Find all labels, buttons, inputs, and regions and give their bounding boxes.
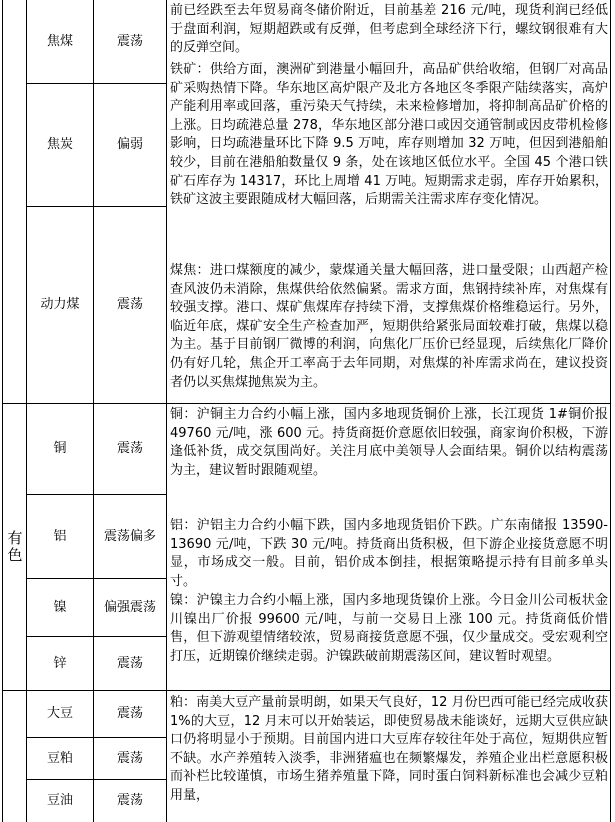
item-name (27, 579, 93, 636)
item-name-text: 豆粕 (46, 750, 73, 766)
item-name (27, 404, 93, 494)
item-name (27, 691, 93, 737)
item-outlook-text: 震荡 (116, 750, 143, 766)
item-name-text: 大豆 (46, 706, 73, 721)
commentary-paragraph: 前已经跌至去年贸易商冬储价附近，目前基差 216 元/吨，现货利润已经低于盘面利润，短期超跌或有反弹，但考虑到全球经济下行，螺纹钢很难有大的反弹空间。 (170, 3, 608, 56)
item-outlook-text: 震荡 (116, 33, 143, 49)
item-name-text: 铜 (53, 441, 67, 456)
item-outlook (94, 691, 166, 737)
item-name (27, 780, 93, 822)
item-outlook-text: 震荡 (116, 655, 143, 671)
table-border-right (610, 0, 611, 822)
item-outlook-text: 偏弱 (116, 137, 143, 152)
commentary-paragraph: 铁矿：供给方面，澳洲矿到港量小幅回升，高品矿供给收缩，但钢厂对高品矿采购热情下降。华东地区高炉限产及北方各地区冬季限产陆续落实，高炉产能利用率或回落，重污染天气持续，未来检修增加，将抑制高品矿价格的上涨。日均疏港总量 278，华东地区部分港口或因交通管制或因皮带机检修影响，日均疏港量环比下降 9.5 万吨，库存则增加 32 万吨，但因到港船舶较少，目前在港船舶数量仅 9 条，处在该地区低位水平。全国 45 个港口铁矿石库存为 14317，环比上周增 41 万吨。短期需求走弱，库存开始累积，铁矿这波主要跟随成材大幅回落，后期需关注需求库存变化情况。 (170, 62, 608, 208)
item-outlook-text: 震荡偏多 (103, 528, 156, 544)
commentary-paragraph: 粕：南美大豆产量前景明朗，如果天气良好，12 月份巴西可能已经完成收获 1%的大豆，12 月末可以开始装运，即使贸易战未能谈好，远期大豆供应缺口仍将明显小于预期。目前国内进口大豆库存较往年处于高位，短期供应暂不缺。水产养殖转入淡季，非洲猪瘟也在频繁爆发，养殖企业出栏意愿积极而补栏比较谨慎，市场生猪养殖量下降，同时蛋白饲料新标准也会减少豆粕用量， (170, 695, 608, 803)
category-label (3, 404, 26, 690)
table-col-line-3 (166, 0, 167, 822)
item-outlook-text: 偏强震荡 (103, 599, 156, 615)
item-outlook (94, 207, 166, 403)
item-outlook (94, 404, 166, 494)
item-outlook-text: 震荡 (116, 441, 143, 456)
item-name (27, 207, 93, 403)
item-outlook (94, 0, 166, 83)
item-name (27, 495, 93, 578)
item-name (27, 0, 93, 83)
commentary-paragraph: 镍：沪镍主力合约小幅上涨，国内多地现货镍价上涨。今日金川公司板状金川镍出厂价报 99600 元/吨，与前一交易日上涨 100 元。持货商低价惜售，但下游观望情绪较浓，贸易商接货意愿不强，仅少量成交。受宏观利空打压，近期镍价继续走弱。沪镍跌破前期震荡区间，建议暂时观望。 (170, 593, 608, 664)
commentary-paragraph: 铜：沪铜主力合约小幅上涨，国内多地现货铜价上涨，长江现货 1#铜价报 49760 元/吨，涨 600 元。持货商挺价意愿依旧较强，商家询价积极，下游逢低补货，成交氛围尚好。关注月底中美领导人会面结果。铜价以结构震荡为主，建议暂时跟随观望。 (170, 407, 608, 478)
item-name-text: 锌 (53, 655, 67, 671)
item-outlook (94, 780, 166, 822)
item-outlook (94, 637, 166, 690)
item-name-text: 焦煤 (46, 33, 73, 49)
item-outlook-text: 震荡 (116, 793, 143, 808)
item-name (27, 84, 93, 206)
item-name-text: 焦炭 (46, 137, 73, 152)
commentary-paragraph: 铝：沪铝主力合约小幅下跌，国内多地现货铝价下跌。广东南储报 13590-13690 元/吨，下跌 30 元/吨。持货商出货积极，但下游企业接货意愿不明显，市场成交一般。目前，铝价成本倒挂，根据策略提示持有目前多单头寸。 (170, 518, 608, 589)
item-name-text: 动力煤 (40, 297, 80, 312)
item-name (27, 738, 93, 779)
item-outlook (94, 738, 166, 779)
item-name-text: 豆油 (46, 793, 73, 808)
category-text: 有色 (5, 530, 24, 564)
item-name-text: 铝 (53, 528, 67, 544)
item-outlook (94, 495, 166, 578)
item-outlook-text: 震荡 (116, 706, 143, 721)
item-outlook (94, 84, 166, 206)
item-name (27, 637, 93, 690)
item-outlook-text: 震荡 (116, 297, 143, 312)
commentary-paragraph: 煤焦：进口煤额度的减少，蒙煤通关量大幅回落，进口量受限；山西超产检查风波仍未消除，焦煤供给依然偏紧。需求方面，焦钢持续补库，对焦煤有较强支撑。港口、煤矿焦煤库存持续下滑，支撑焦煤价格维稳运行。另外，临近年底，煤矿安全生产检查加严，短期供给紧张局面较难打破，焦煤以稳为主。基于目前钢厂微博的利润，向焦化厂压价已经显现，后续焦化厂降价仍有好几轮，焦企开工率高于去年同期，对焦煤的补库需求尚在，建议投资者仍以买焦煤抛焦炭为主。 (170, 263, 608, 390)
item-outlook (94, 579, 166, 636)
item-name-text: 镍 (53, 599, 67, 615)
